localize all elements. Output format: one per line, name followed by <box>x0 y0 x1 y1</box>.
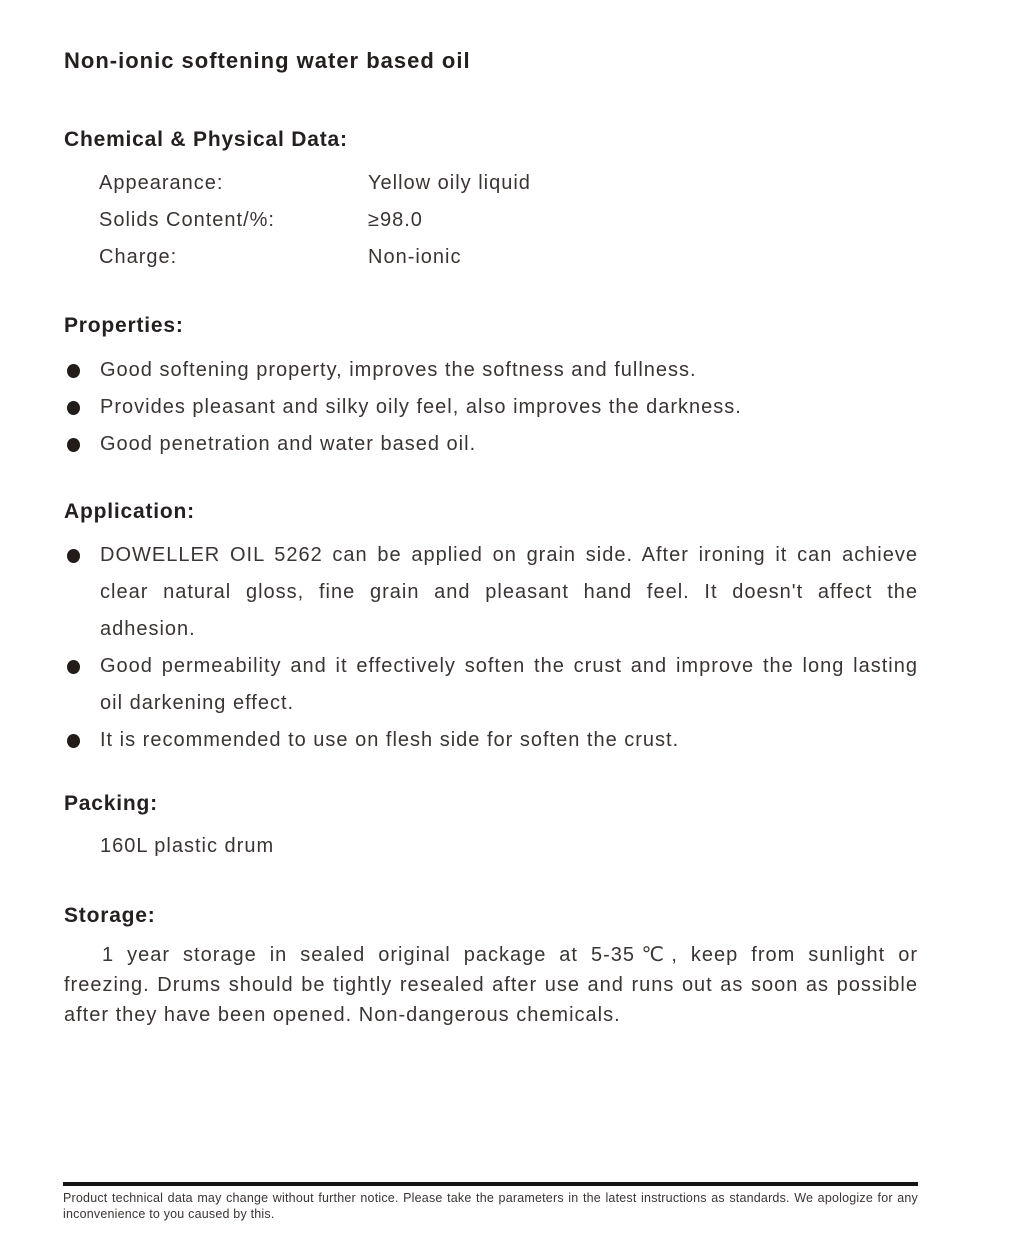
data-row-solids-content <box>64 202 918 239</box>
bullet-icon <box>67 660 80 674</box>
storage-heading: Storage: <box>64 904 156 927</box>
list-item-text: Good penetration and water based oil. <box>100 433 477 455</box>
data-row-value: ≥98.0 <box>368 209 423 231</box>
data-row-label: Appearance: <box>99 172 224 194</box>
data-row-value: Non-ionic <box>368 246 462 268</box>
list-item <box>64 722 918 759</box>
data-row-charge <box>64 239 918 276</box>
footer <box>63 1182 918 1222</box>
properties-list <box>64 352 918 463</box>
bullet-icon <box>67 734 80 748</box>
bullet-icon <box>67 401 80 415</box>
packing-text: 160L plastic drum <box>100 835 275 857</box>
footer-disclaimer: Product technical data may change without further notice. Please take the parameters in the latest instructions as standards. We apologize for any inconvenience to you caused by this. <box>63 1191 918 1221</box>
list-item <box>64 389 918 426</box>
list-item <box>64 352 918 389</box>
document-content <box>64 0 918 1030</box>
packing-heading: Packing: <box>64 792 158 815</box>
application-list <box>64 537 918 759</box>
properties-heading: Properties: <box>64 314 184 337</box>
data-row-value: Yellow oily liquid <box>368 172 531 194</box>
storage-text: 1 year storage in sealed original package at 5-35℃, keep from sunlight or freezing. Drums should be tightly resealed after use and runs out as soon as possible after they have been opened. Non-dangerous chemicals. <box>64 944 918 1026</box>
list-item-text: DOWELLER OIL 5262 can be applied on grain side. After ironing it can achieve clear natural gloss, fine grain and pleasant hand feel. It doesn't affect the adhesion. <box>100 544 918 640</box>
list-item-text: Good softening property, improves the softness and fullness. <box>100 359 697 381</box>
list-item <box>64 648 918 722</box>
bullet-icon <box>67 364 80 378</box>
list-item-text: It is recommended to use on flesh side for soften the crust. <box>100 729 680 751</box>
list-item-text: Provides pleasant and silky oily feel, also improves the darkness. <box>100 396 742 418</box>
bullet-icon <box>67 438 80 452</box>
application-heading: Application: <box>64 500 195 523</box>
list-item <box>64 426 918 463</box>
bullet-icon <box>67 549 80 563</box>
data-row-label: Charge: <box>99 246 178 268</box>
list-item-text: Good permeability and it effectively soften the crust and improve the long lasting oil darkening effect. <box>100 655 918 714</box>
chemical-data-heading: Chemical & Physical Data: <box>64 128 348 151</box>
page-title: Non-ionic softening water based oil <box>64 48 471 73</box>
data-row-label: Solids Content/%: <box>99 209 275 231</box>
list-item <box>64 537 918 648</box>
chemical-data-table <box>64 165 918 276</box>
data-row-appearance <box>64 165 918 202</box>
